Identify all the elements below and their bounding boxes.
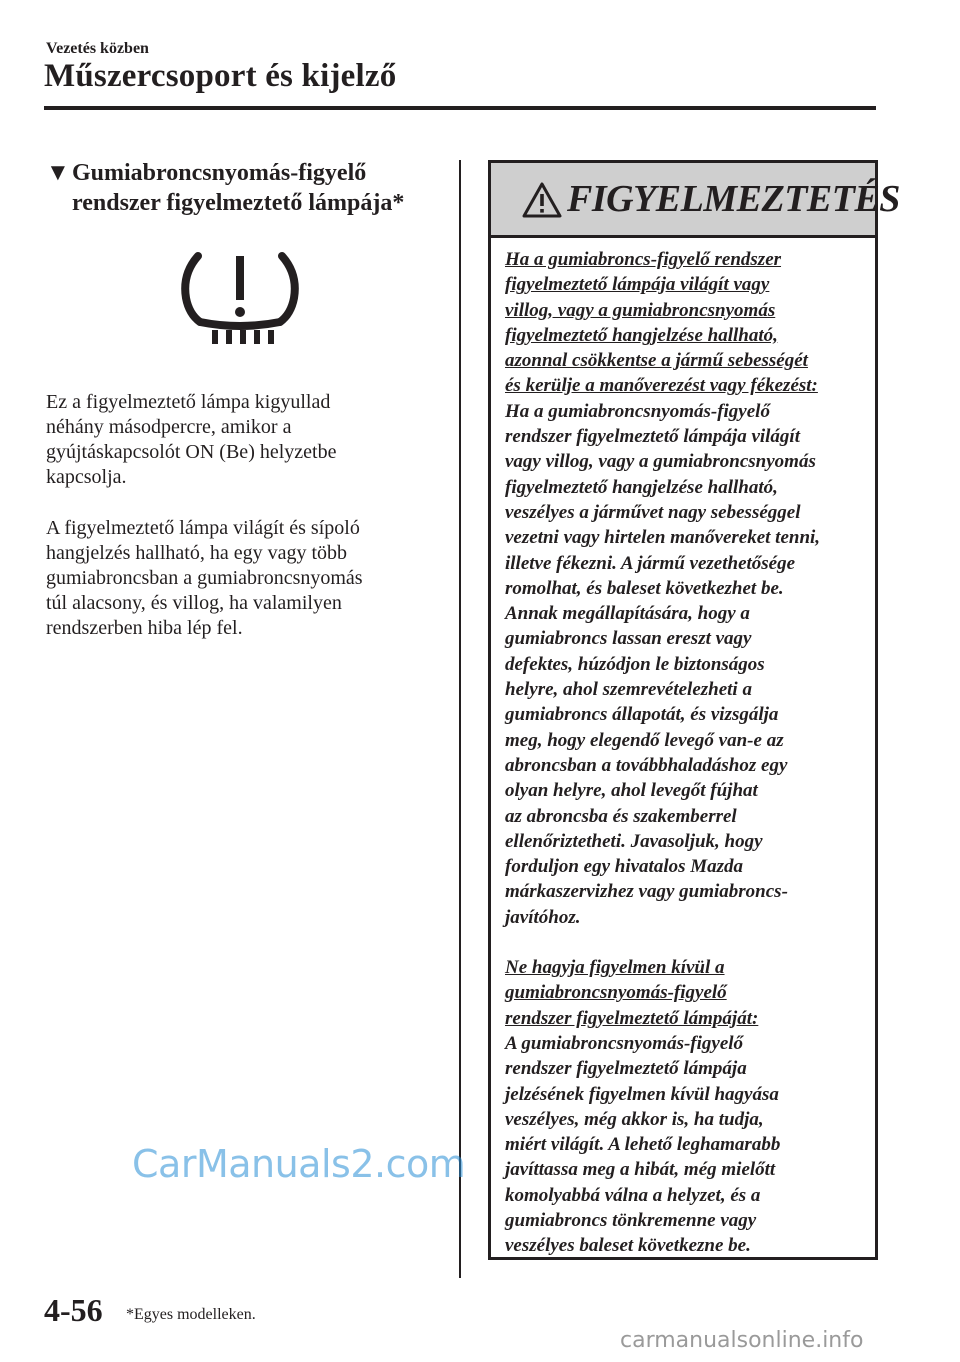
page-number: 4-56 [44,1292,103,1328]
watermark: CarManuals2.com [132,1142,466,1186]
warning-triangle-icon [521,181,563,219]
section-label: Vezetés közben [46,40,149,57]
warning-body: Ha a gumiabroncs-figyelő rendszer figyelmeztető lámpája világít vagy villog, vagy a gumiabroncsnyomás figyelmeztető hangjelzése hallható, azonnal csökkentse a jármű sebességét és kerülje a manőverezést vagy fékezést: Ha a gumiabroncsnyomás-figyelő rendszer figyelmeztető lámpája világít vagy villog, vagy a gumiabroncsnyomás figyelmeztető hangjelzése hallható, veszélyes a járművet nagy sebességgel vezetni vagy hirtelen manővereket tenni, illetve fékezni. A jármű vezethetősége romolhat, és baleset következhet be. Annak megállapítására, hogy a gumiabroncs lassan ereszt vagy defektes, húzódjon le biztonságos helyre, ahol szemrevételezheti a gumiabroncs állapotát, és vizsgálja meg, hogy elegendő levegő van-e az abroncsban a továbbhaladáshoz egy olyan helyre, ahol levegőt fújhat az abroncsba és szakemberrel ellenőriztetheti. Javasoljuk, hogy forduljon egy hivatalos Mazda márkaszervizhez vagy gumiabroncs- javítóhoz. Ne hagyja figyelmen kívül a gumiabroncsnyomás-figyelő rendszer figyelmeztető lámpáját: A gumiabroncsnyomás-figyelő rendszer figyelmeztető lámpája jelzésének figyelmen kívül hagyása veszélyes, még akkor is, ha tudja, miért világít. A lehető leghamarabb javíttassa meg a hibát, még mielőtt komolyabbá válna a helyzet, és a gumiabroncs tönkremenne vagy veszélyes baleset következne be. [505,249,821,1257]
paragraph-1: Ez a figyelmeztető lámpa kigyullad néhány másodpercre, amikor a gyújtáskapcsolót ON (Be) helyzetbe kapcsolja. [46,391,337,488]
warning-header [491,163,900,238]
chapter-title: Műszercsoport és kijelző [44,58,397,94]
tire-pressure-warning-icon [180,250,300,350]
column-divider [459,160,461,1278]
paragraph-2: A figyelmeztető lámpa világít és sípoló hangjelzés hallható, ha egy vagy több gumiabroncsban a gumiabroncsnyomás túl alacsony, és villog, ha valamilyen rendszerben hiba lép fel. [46,517,363,639]
footnote: *Egyes modelleken. [126,1306,256,1323]
header-rule [44,106,876,110]
subsection-heading [46,158,446,218]
subheading-line-2: rendszer figyelmeztető lámpája* [72,190,405,216]
site-watermark: carmanualsonline.info [620,1328,864,1353]
warning-title: FIGYELMEZTETÉS [567,178,900,220]
warning-box [488,160,900,1260]
triangle-marker-icon: ▼ [46,160,70,186]
subheading-line-1: Gumiabroncsnyomás-figyelő [72,160,367,186]
